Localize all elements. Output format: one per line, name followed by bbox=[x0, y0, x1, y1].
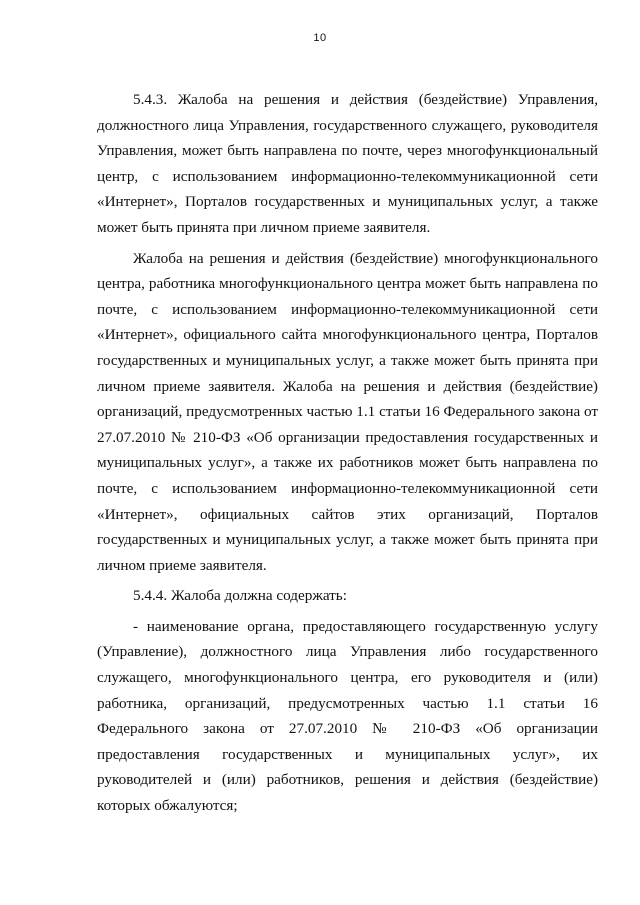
text-line: служащего, многофункционального центра, его руководителя и (или) bbox=[97, 669, 598, 687]
list-item-requirement-1 bbox=[97, 614, 598, 819]
text-line: государственных и муниципальных услуг, а также может быть принята при bbox=[97, 351, 598, 369]
text-line: «Интернет», официальных сайтов этих организаций, Порталов bbox=[97, 505, 598, 523]
text-line: почте, с использованием информационно-телекоммуникационной сети bbox=[97, 300, 598, 318]
text-line: работника, организаций, предусмотренных частью 1.1 статьи 16 bbox=[97, 694, 598, 712]
text-line: государственных и муниципальных услуг, а также может быть принята при bbox=[97, 531, 598, 549]
text-line: руководителей и (или) работников, решения и действия (бездействие) bbox=[97, 771, 598, 789]
section-heading: 5.4.4. Жалоба должна содержать: bbox=[133, 587, 347, 605]
document-body bbox=[97, 87, 598, 819]
text-line: 5.4.3. Жалоба на решения и действия (бездействие) Управления, bbox=[133, 91, 598, 108]
text-line: Федерального закона от 27.07.2010 № 210-ФЗ «Об организации bbox=[97, 720, 598, 738]
text-line: - наименование органа, предоставляющего государственную услугу bbox=[133, 617, 598, 635]
text-line: личном приеме заявителя. Жалоба на решения и действия (бездействие) bbox=[97, 377, 598, 395]
text-line: центра, работника многофункционального центра может быть направлена по bbox=[97, 275, 598, 293]
text-line: «Интернет», официального сайта многофункционального центра, Порталов bbox=[97, 326, 598, 344]
text-line: Жалоба на решения и действия (бездействие) многофункционального bbox=[133, 249, 598, 267]
paragraph-5-4-3 bbox=[97, 87, 598, 241]
text-line: которых обжалуются; bbox=[97, 797, 238, 815]
text-line: почте, с использованием информационно-телекоммуникационной сети bbox=[97, 479, 598, 497]
text-line: организаций, предусмотренных частью 1.1 статьи 16 Федерального закона от bbox=[97, 403, 599, 421]
text-line: (Управление), должностного лица Управления либо государственного bbox=[97, 643, 598, 661]
text-line: предоставления государственных и муниципальных услуг», их bbox=[97, 745, 598, 763]
text-line: центр, с использованием информационно-телекоммуникационной сети bbox=[97, 167, 598, 185]
text-line: 27.07.2010 № 210-ФЗ «Об организации предоставления государственных и bbox=[97, 428, 598, 446]
text-line: Управления, может быть направлена по почте, через многофункциональный bbox=[97, 142, 598, 160]
text-line: «Интернет», Порталов государственных и муниципальных услуг, а также bbox=[97, 193, 598, 211]
text-line: личном приеме заявителя. bbox=[97, 556, 267, 574]
text-line: муниципальных услуг», а также их работников может быть направлена по bbox=[97, 454, 598, 472]
text-line: может быть принята при личном приеме заявителя. bbox=[97, 218, 431, 236]
text-line: должностного лица Управления, государственного служащего, руководителя bbox=[97, 116, 598, 134]
paragraph-5-4-4 bbox=[97, 583, 598, 609]
paragraph-mfc-complaint bbox=[97, 246, 598, 579]
page-number: 10 bbox=[313, 32, 327, 44]
